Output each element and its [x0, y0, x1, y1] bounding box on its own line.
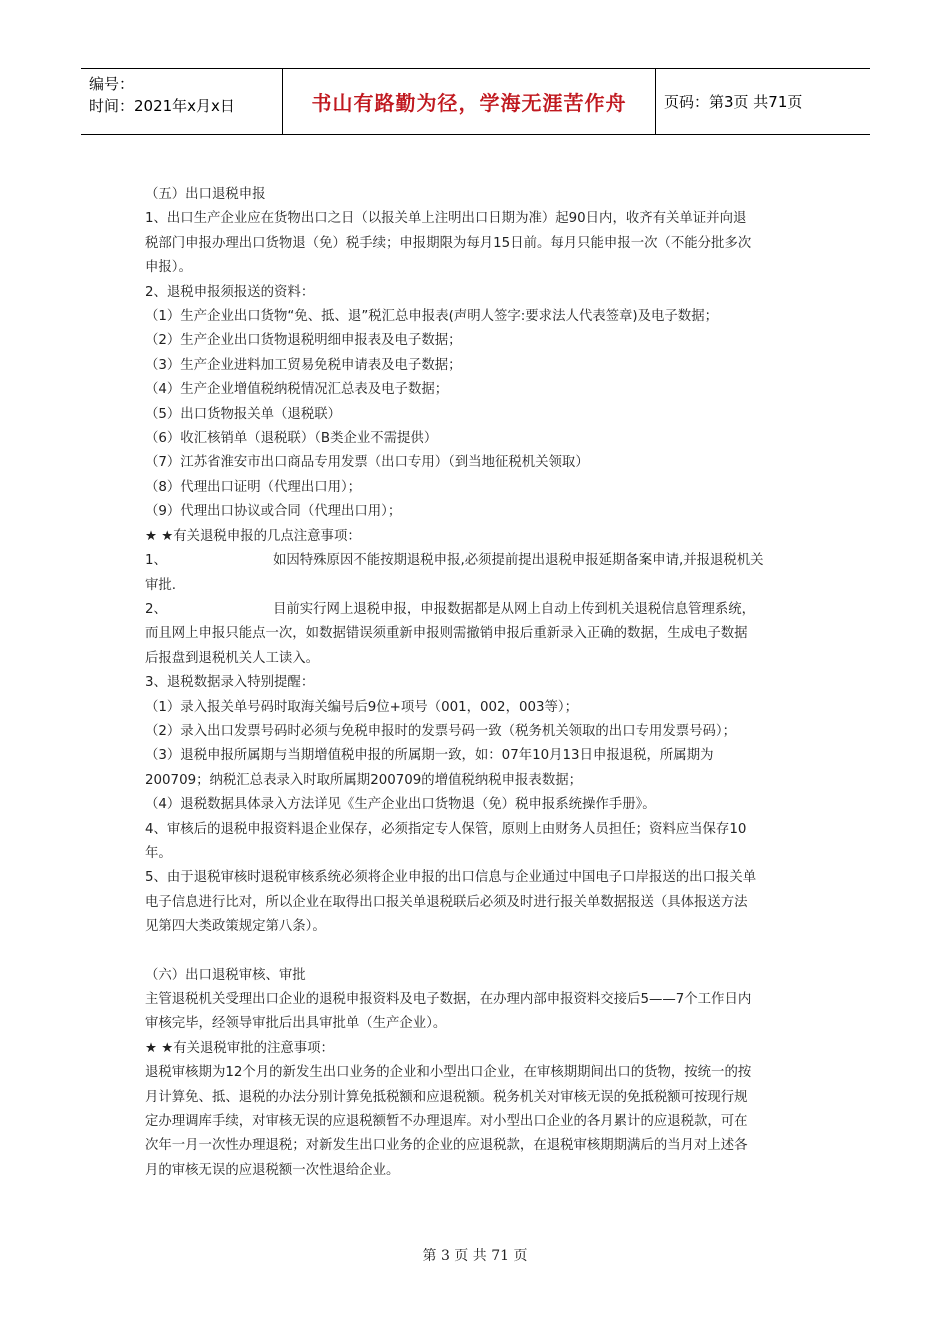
list-item: （3）生产企业进料加工贸易免税申请表及电子数据； [145, 357, 462, 373]
paragraph-5-line-2: 电子信息进行比对，所以企业在取得出口报关单退税联后必须及时进行报关单数据报送（具体报送方法 [145, 894, 748, 910]
section-5-title: （五）出口退税申报 [145, 187, 266, 202]
section-6-notes-title: ★ ★有关退税审批的注意事项： [145, 1040, 334, 1056]
page-header [81, 68, 870, 135]
list-item: （8）代理出口证明（代理出口用）； [145, 479, 362, 495]
note-2-number: 2、 [145, 601, 167, 617]
list-item: （9）代理出口协议或合同（代理出口用）； [145, 504, 402, 520]
paragraph-2: 2、退税申报须报送的资料： [145, 284, 315, 300]
section-6-paragraph-line: 月的审核无误的应退税额一次性退给企业。 [145, 1162, 400, 1178]
paragraph-1-line-1: 1、出口生产企业应在货物出口之日（以报关单上注明出口日期为准）起90日内，收齐有关单证并向退 [145, 211, 747, 227]
list-item: （4）退税数据具体录入方法详见《生产企业出口货物退（免）税申报系统操作手册》。 [145, 797, 656, 813]
note-2-text: 目前实行网上退税申报，申报数据都是从网上自动上传到机关退税信息管理系统， [273, 601, 756, 617]
section-6-line-1: 主管退税机关受理出口企业的退税申报资料及电子数据，在办理内部申报资料交接后5——7个工作日内 [145, 992, 752, 1007]
list-item: （2）录入出口发票号码时必须与免税申报时的发票号码一致（税务机关领取的出口专用发票号码）； [145, 723, 737, 739]
note-1-line-1 [145, 549, 805, 573]
header-left-cell [81, 69, 283, 134]
paragraph-5-line-1: 5、由于退税审核时退税审核系统必须将企业申报的出口信息与企业通过中国电子口岸报送的出口报关单 [145, 870, 757, 886]
paragraph-3: 3、退税数据录入特别提醒： [145, 675, 315, 691]
list-item: （1）生产企业出口货物“免、抵、退”税汇总申报表(声明人签字:要求法人代表签章)及电子数据； [145, 309, 718, 325]
note-2-line-1 [145, 598, 805, 622]
header-page-cell [656, 69, 870, 134]
section-gap [145, 940, 805, 964]
list-item: （5）出口货物报关单（退税联） [145, 406, 341, 422]
note-1-line-2: 审批. [145, 577, 177, 593]
section-6-paragraph-line: 月计算免、抵、退税的办法分别计算免抵税额和应退税额。税务机关对审核无误的免抵税额可按现行规 [145, 1089, 748, 1105]
page-footer: 第 3 页 共 71 页 [422, 1248, 528, 1264]
page-info: 页码：第3页 共71页 [664, 93, 803, 111]
list-item: （2）生产企业出口货物退税明细申报表及电子数据； [145, 333, 462, 349]
paragraph-1-line-2: 税部门申报办理出口货物退（免）税手续；申报期限为每月15日前。每月只能申报一次（不能分批多次 [145, 235, 752, 251]
note-1-number: 1、 [145, 553, 167, 569]
section-6-line-2: 审核完毕，经领导审批后出具审批单（生产企业）。 [145, 1016, 447, 1032]
number-label: 编号： [89, 75, 135, 93]
note-1-text: 如因特殊原因不能按期退税申报,必须提前提出退税申报延期备案申请,并报退税机关 [273, 553, 764, 569]
notes-title: ★ ★有关退税申报的几点注意事项： [145, 528, 361, 544]
list-item: 200709；纳税汇总表录入时取所属期200709的增值税纳税申报表数据； [145, 772, 582, 788]
section-6-paragraph-line: 定办理调库手续，对审核无误的应退税额暂不办理退库。对小型出口企业的各月累计的应退税款，可在 [145, 1114, 748, 1130]
document-body [145, 183, 805, 1183]
section-6-paragraph-line: 退税审核期为12个月的新发生出口业务的企业和小型出口企业，在审核期期间出口的货物，按统一的按 [145, 1065, 752, 1081]
date-label: 时间：2021年x月x日 [89, 97, 235, 115]
list-item: （4）生产企业增值税纳税情况汇总表及电子数据； [145, 382, 449, 398]
list-item: （1）录入报关单号码时取海关编号后9位+项号（001，002，003等）； [145, 699, 578, 715]
section-6-title: （六）出口退税审核、审批 [145, 967, 306, 983]
list-item: （3）退税申报所属期与当期增值税申报的所属期一致，如：07年10月13日申报退税，所属期为 [145, 748, 714, 764]
list-item: （6）收汇核销单（退税联）（B类企业不需提供） [145, 431, 438, 447]
section-6-paragraph-line: 次年一月一次性办理退税；对新发生出口业务的企业的应退税款，在退税审核期期满后的当月对上述各 [145, 1138, 748, 1154]
note-2-line-3: 后报盘到退税机关人工读入。 [145, 650, 320, 666]
note-2-line-2: 而且网上申报只能点一次，如数据错误须重新申报则需撤销申报后重新录入正确的数据，生成电子数据 [145, 626, 748, 642]
motto-text: 书山有路勤为径，学海无涯苦作舟 [311, 91, 627, 115]
header-motto-cell [283, 69, 656, 134]
paragraph-5-line-3: 见第四大类政策规定第八条）。 [145, 919, 326, 935]
paragraph-1-line-3: 申报）。 [145, 260, 192, 276]
list-item: （7）江苏省淮安市出口商品专用发票（出口专用）（到当地征税机关领取） [145, 455, 589, 471]
paragraph-4-line-2: 年。 [145, 845, 172, 861]
paragraph-4-line-1: 4、审核后的退税申报资料退企业保存，必须指定专人保管，原则上由财务人员担任；资料应当保存10 [145, 821, 747, 837]
